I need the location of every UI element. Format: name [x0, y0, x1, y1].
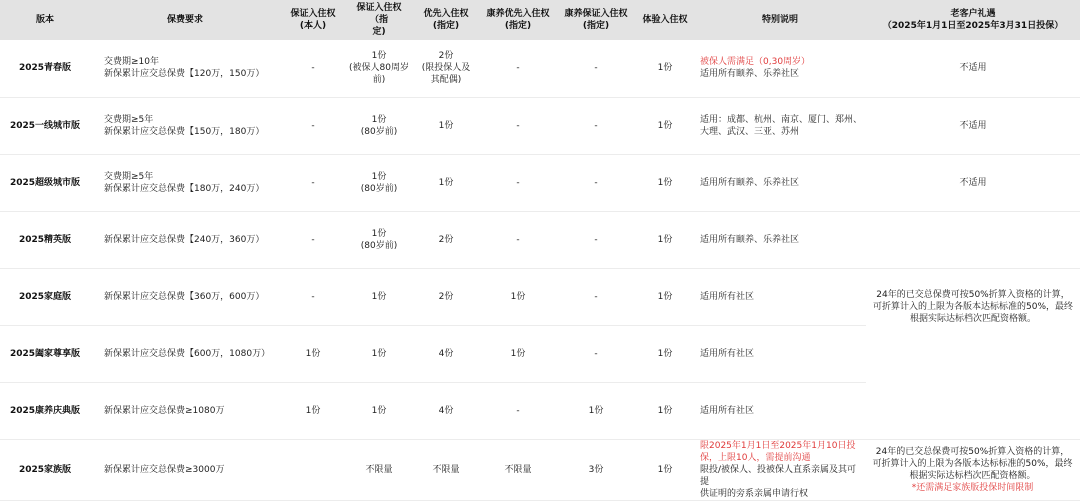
premium-requirement-cell: 新保累计应交总保费≥1080万 — [90, 382, 280, 439]
table-header-row — [0, 0, 1080, 40]
header-guarantee-designated: 保证入住权（指 定) — [346, 0, 412, 40]
special-notes-cell: 适用：成都、杭州、南京、厦门、郑州、 大理、武汉、三亚、苏州 — [694, 97, 866, 154]
priority-cell: 2份 — [412, 268, 480, 325]
header-loyal-customer-gift: 老客户礼遇 （2025年1月1日至2025年3月31日投保） — [866, 0, 1080, 40]
header-trial-stay: 体验入住权 — [636, 0, 694, 40]
premium-requirement-cell: 新保累计应交总保费【360万，600万） — [90, 268, 280, 325]
header-kangyang-priority: 康养优先入住权 (指定) — [480, 0, 556, 40]
kangyang-priority-cell: 1份 — [480, 268, 556, 325]
guarantee-designated-cell: 1份 (80岁前) — [346, 154, 412, 211]
priority-cell: 4份 — [412, 382, 480, 439]
guarantee-designated-cell: 不限量 — [346, 439, 412, 500]
guarantee-self-cell: - — [280, 40, 346, 97]
header-kangyang-guarantee: 康养保证入住权 (指定) — [556, 0, 636, 40]
guarantee-designated-cell: 1份 (被保人80周岁 前) — [346, 40, 412, 97]
kangyang-guarantee-cell: - — [556, 211, 636, 268]
kangyang-guarantee-cell: - — [556, 268, 636, 325]
guarantee-self-cell — [280, 439, 346, 500]
table-row — [0, 154, 1080, 211]
premium-requirement-cell: 交费期≥5年 新保累计应交总保费【150万，180万） — [90, 97, 280, 154]
kangyang-guarantee-cell: - — [556, 40, 636, 97]
premium-requirement-cell: 交费期≥5年 新保累计应交总保费【180万，240万） — [90, 154, 280, 211]
trial-stay-cell: 1份 — [636, 40, 694, 97]
premium-requirement-cell: 新保累计应交总保费【600万，1080万） — [90, 325, 280, 382]
table-row — [0, 97, 1080, 154]
kangyang-priority-cell: - — [480, 40, 556, 97]
guarantee-self-cell: - — [280, 211, 346, 268]
version-cell: 2025阖家尊享版 — [0, 325, 90, 382]
kangyang-priority-cell: - — [480, 211, 556, 268]
priority-cell: 4份 — [412, 325, 480, 382]
guarantee-designated-cell: 1份 — [346, 268, 412, 325]
premium-requirement-cell: 新保累计应交总保费≥3000万 — [90, 439, 280, 500]
kangyang-priority-cell: - — [480, 382, 556, 439]
gift-cell: 不适用 — [866, 97, 1080, 154]
merged-gift-cell: 24年的已交总保费可按50%折算入资格的计算， 可折算计入的上限为各版本达标标准的50%，最终 根据实际达标档次匹配资格额。 — [866, 268, 1080, 439]
guarantee-designated-cell: 1份 — [346, 382, 412, 439]
kangyang-guarantee-cell: 3份 — [556, 439, 636, 500]
gift-cell: 不适用 — [866, 40, 1080, 97]
guarantee-designated-cell: 1份 (80岁前) — [346, 97, 412, 154]
header-version: 版本 — [0, 0, 90, 40]
kangyang-guarantee-cell: - — [556, 154, 636, 211]
trial-stay-cell: 1份 — [636, 439, 694, 500]
priority-cell: 2份 — [412, 211, 480, 268]
kangyang-guarantee-cell: - — [556, 97, 636, 154]
guarantee-self-cell: - — [280, 97, 346, 154]
version-cell: 2025家庭版 — [0, 268, 90, 325]
header-premium-requirement: 保费要求 — [90, 0, 280, 40]
special-notes-cell: 适用所有颐养、乐养社区 — [694, 154, 866, 211]
table-row — [0, 439, 1080, 500]
guarantee-designated-cell: 1份 (80岁前) — [346, 211, 412, 268]
guarantee-self-cell: 1份 — [280, 382, 346, 439]
kangyang-priority-cell: 1份 — [480, 325, 556, 382]
trial-stay-cell: 1份 — [636, 154, 694, 211]
kangyang-priority-cell: 不限量 — [480, 439, 556, 500]
priority-cell: 不限量 — [412, 439, 480, 500]
table-row — [0, 211, 1080, 268]
kangyang-guarantee-cell: 1份 — [556, 382, 636, 439]
special-notes-cell: 适用所有社区 — [694, 382, 866, 439]
special-notes-cell: 适用所有社区 — [694, 268, 866, 325]
header-priority: 优先入住权 (指定) — [412, 0, 480, 40]
trial-stay-cell: 1份 — [636, 382, 694, 439]
kangyang-priority-cell: - — [480, 97, 556, 154]
header-special-notes: 特别说明 — [694, 0, 866, 40]
special-notes-cell: 被保人需满足（0,30周岁） 适用所有颐养、乐养社区 — [694, 40, 866, 97]
version-cell: 2025超级城市版 — [0, 154, 90, 211]
table-row — [0, 268, 1080, 325]
gift-cell — [866, 211, 1080, 268]
special-notes-cell: 限2025年1月1日至2025年1月10日投 保，上限10人，需提前沟通 限投/被保人、投被保人直系亲属及其可提 供证明的旁系亲属申请行权 — [694, 439, 866, 500]
guarantee-self-cell: - — [280, 268, 346, 325]
trial-stay-cell: 1份 — [636, 325, 694, 382]
priority-cell: 2份 (限投保人及 其配偶) — [412, 40, 480, 97]
version-cell: 2025精英版 — [0, 211, 90, 268]
guarantee-self-cell: 1份 — [280, 325, 346, 382]
header-guarantee-self: 保证入住权 (本人) — [280, 0, 346, 40]
premium-requirement-cell: 新保累计应交总保费【240万，360万） — [90, 211, 280, 268]
family-gift-cell: 24年的已交总保费可按50%折算入资格的计算， 可折算计入的上限为各版本达标标准的50%，最终 根据实际达标档次匹配资格额。 *还需满足家族版投保时间限制 — [866, 439, 1080, 500]
special-notes-cell: 适用所有颐养、乐养社区 — [694, 211, 866, 268]
priority-cell: 1份 — [412, 97, 480, 154]
kangyang-guarantee-cell: - — [556, 325, 636, 382]
table-row — [0, 40, 1080, 97]
trial-stay-cell: 1份 — [636, 268, 694, 325]
guarantee-self-cell: - — [280, 154, 346, 211]
special-notes-cell: 适用所有社区 — [694, 325, 866, 382]
guarantee-designated-cell: 1份 — [346, 325, 412, 382]
gift-cell: 不适用 — [866, 154, 1080, 211]
version-cell: 2025康养庆典版 — [0, 382, 90, 439]
version-cell: 2025家族版 — [0, 439, 90, 500]
trial-stay-cell: 1份 — [636, 97, 694, 154]
premium-requirement-cell: 交费期≥10年 新保累计应交总保费【120万，150万） — [90, 40, 280, 97]
version-cell: 2025青春版 — [0, 40, 90, 97]
version-cell: 2025一线城市版 — [0, 97, 90, 154]
kangyang-priority-cell: - — [480, 154, 556, 211]
priority-cell: 1份 — [412, 154, 480, 211]
trial-stay-cell: 1份 — [636, 211, 694, 268]
